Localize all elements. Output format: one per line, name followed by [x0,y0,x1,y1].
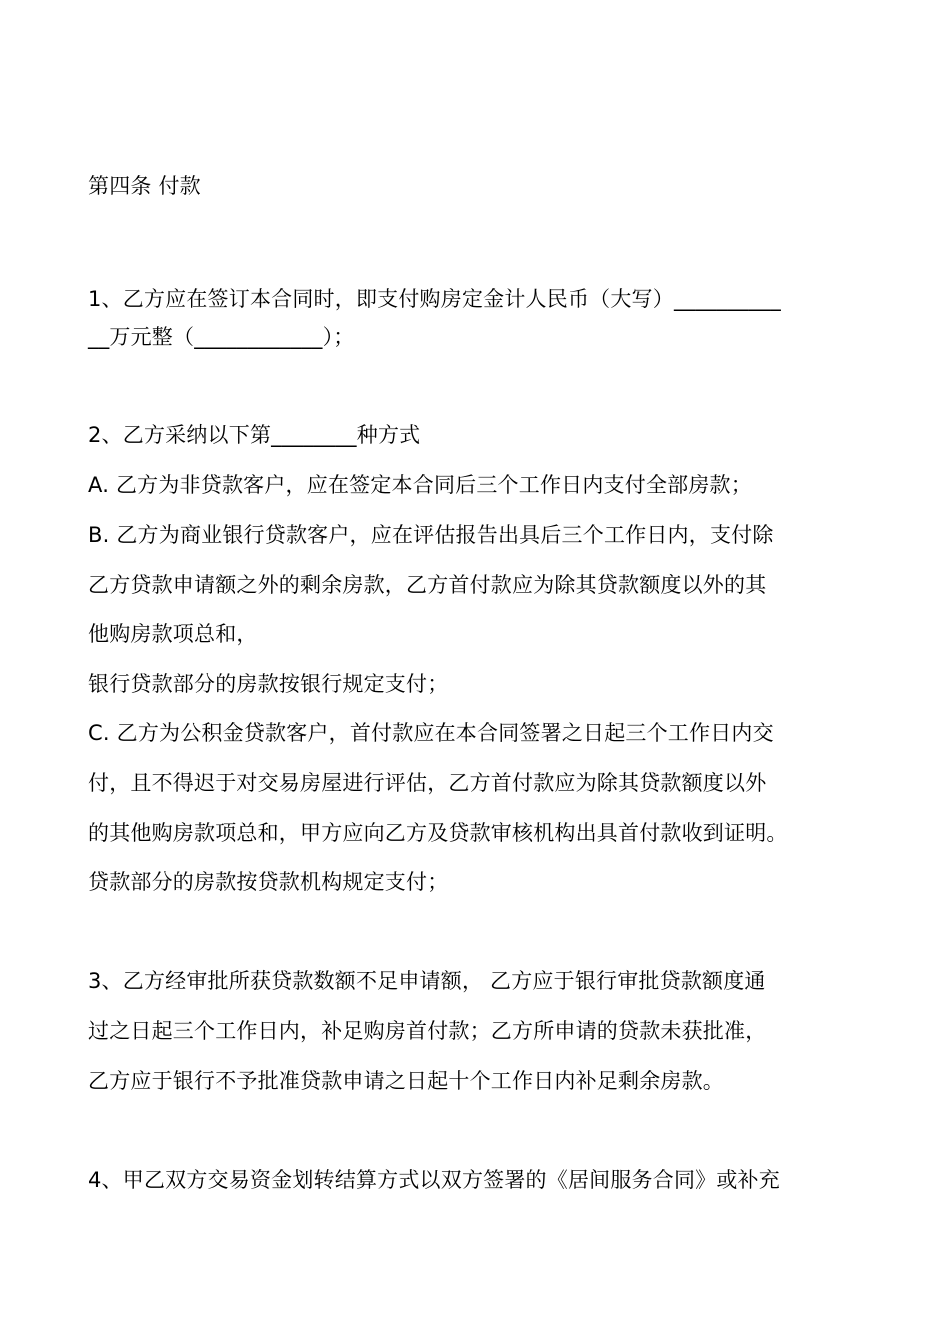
clause-2-option-b-line-2: 乙方贷款申请额之外的剩余房款，乙方首付款应为除其贷款额度以外的其 [88,573,767,597]
clause-2-option-c-line-4: 贷款部分的房款按贷款机构规定支付； [88,870,449,894]
clause-2-option-c-line-1: C. 乙方为公积金贷款客户，首付款应在本合同签署之日起三个工作日内交 [88,721,774,745]
clause-3-line-1: 3、乙方经审批所获贷款数额不足申请额， 乙方应于银行审批贷款额度通 [88,969,766,993]
clause-3-line-3: 乙方应于银行不予批准贷款申请之日起十个工作日内补足剩余房款。 [88,1069,724,1093]
clause-4-line-1: 4、甲乙双方交易资金划转结算方式以双方签署的《居间服务合同》或补充 [88,1168,780,1192]
clause-2-option-b-line-4: 银行贷款部分的房款按银行规定支付； [88,672,449,696]
clause-1-line-2: __万元整（____________）； [88,325,355,349]
clause-2-option-b-line-1: B. 乙方为商业银行贷款客户，应在评估报告出具后三个工作日内，支付除 [88,523,774,547]
clause-2-line-1: 2、乙方采纳以下第________种方式 [88,423,421,447]
clause-2-option-a: A. 乙方为非贷款客户，应在签定本合同后三个工作日内支付全部房款； [88,473,752,497]
article-title: 第四条 付款 [88,174,201,198]
clause-3-line-2: 过之日起三个工作日内，补足购房首付款；乙方所申请的贷款未获批准， [88,1019,767,1043]
clause-2-option-c-line-2: 付，且不得迟于对交易房屋进行评估，乙方首付款应为除其贷款额度以外 [88,771,767,795]
clause-1-line-1: 1、乙方应在签订本合同时，即支付购房定金计人民币（大写）__________ [88,287,781,311]
clause-2-option-c-line-3: 的其他购房款项总和，甲方应向乙方及贷款审核机构出具首付款收到证明。 [88,821,788,845]
clause-2-option-b-line-3: 他购房款项总和， [88,622,258,646]
